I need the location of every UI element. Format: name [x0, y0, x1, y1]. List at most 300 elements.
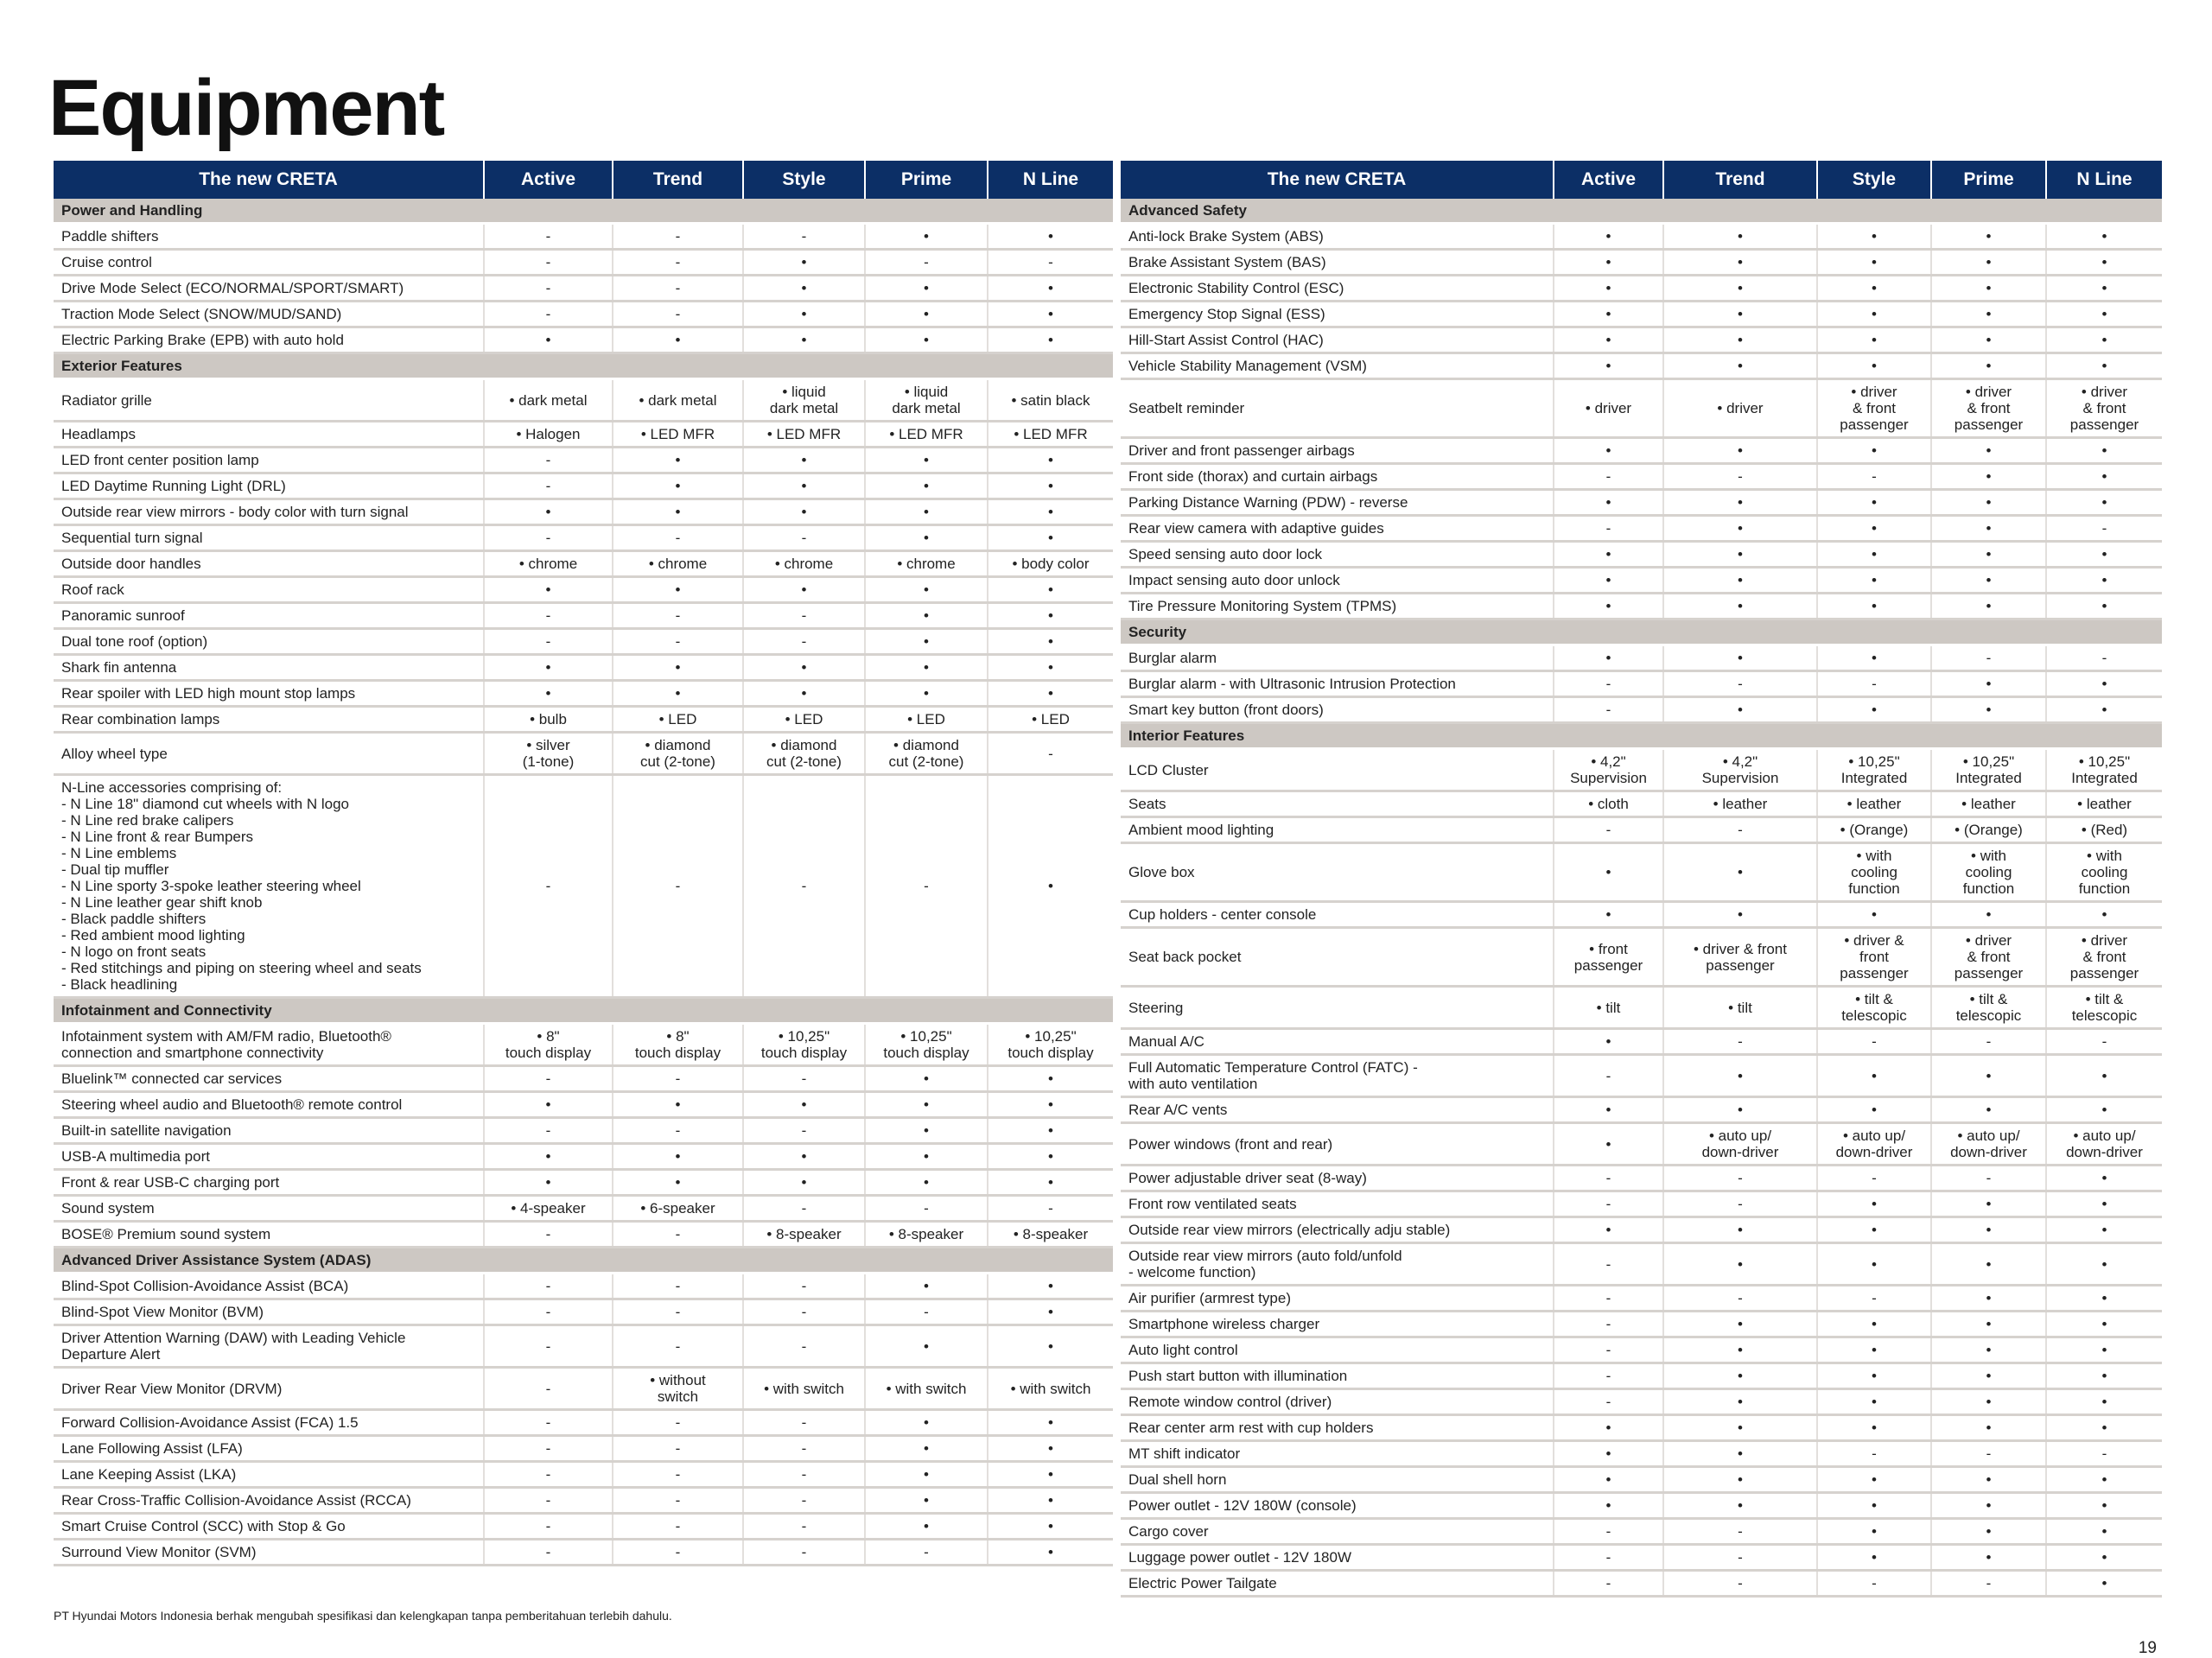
value-cell-prime: •	[865, 603, 988, 629]
value-cell-active: -	[484, 1368, 613, 1410]
value-cell-trend: -	[1663, 671, 1817, 697]
value-cell-n-line: •	[2046, 490, 2162, 516]
table-row	[1121, 276, 2162, 302]
value-cell-trend: -	[1663, 1571, 1817, 1597]
value-cell-trend: -	[613, 1462, 743, 1488]
value-cell-n-line: -	[988, 1196, 1113, 1222]
value-cell-prime: •	[1931, 1097, 2046, 1123]
value-cell-prime: -	[865, 250, 988, 276]
value-cell-prime: • driver & front passenger	[1931, 928, 2046, 987]
value-cell-trend: •	[613, 577, 743, 603]
value-cell-prime: •	[1931, 1217, 2046, 1243]
value-cell-prime: •	[1931, 594, 2046, 619]
value-cell-active: •	[1554, 843, 1663, 902]
value-cell-active: -	[1554, 1519, 1663, 1545]
table-row	[1121, 1467, 2162, 1493]
table-row	[1121, 697, 2162, 723]
table-row	[54, 448, 1113, 473]
value-cell-n-line: -	[2046, 516, 2162, 542]
value-cell-n-line: •	[988, 1325, 1113, 1368]
value-cell-active: •	[1554, 302, 1663, 327]
table-row	[54, 1325, 1113, 1368]
table-row	[54, 1514, 1113, 1540]
table-row	[1121, 749, 2162, 791]
feature-label: Front & rear USB-C charging port	[54, 1170, 484, 1196]
value-cell-active: • Halogen	[484, 422, 613, 448]
value-cell-trend: •	[1663, 843, 1817, 902]
value-cell-n-line: •	[988, 1488, 1113, 1514]
value-cell-n-line: •	[988, 276, 1113, 302]
value-cell-style: -	[743, 1299, 865, 1325]
value-cell-n-line: •	[2046, 1312, 2162, 1337]
feature-label: Outside door handles	[54, 551, 484, 577]
value-cell-style: •	[1817, 542, 1931, 568]
value-cell-prime: •	[1931, 1243, 2046, 1286]
value-cell-n-line: •	[988, 525, 1113, 551]
table-row	[54, 379, 1113, 422]
table-row	[54, 224, 1113, 250]
value-cell-style: -	[1817, 671, 1931, 697]
value-cell-n-line: •	[2046, 1363, 2162, 1389]
value-cell-n-line: •	[2046, 568, 2162, 594]
value-cell-active: -	[484, 1066, 613, 1092]
value-cell-n-line: •	[988, 1514, 1113, 1540]
value-cell-n-line: • driver & front passenger	[2046, 379, 2162, 438]
value-cell-active: •	[484, 655, 613, 681]
value-cell-style: •	[1817, 490, 1931, 516]
value-cell-style: •	[743, 681, 865, 707]
feature-label: Smart key button (front doors)	[1121, 697, 1554, 723]
value-cell-trend: •	[1663, 250, 1817, 276]
value-cell-trend: -	[613, 1325, 743, 1368]
value-cell-active: •	[1554, 594, 1663, 619]
value-cell-prime: •	[865, 302, 988, 327]
value-cell-active: •	[1554, 568, 1663, 594]
value-cell-active: •	[1554, 1415, 1663, 1441]
column-header-prime: Prime	[865, 161, 988, 199]
value-cell-trend: •	[1663, 302, 1817, 327]
value-cell-trend: -	[1663, 1519, 1817, 1545]
value-cell-n-line: •	[2046, 1415, 2162, 1441]
value-cell-style: •	[1817, 902, 1931, 928]
value-cell-prime: -	[865, 1196, 988, 1222]
table-row	[54, 302, 1113, 327]
value-cell-prime: •	[1931, 438, 2046, 464]
table-row	[54, 733, 1113, 775]
value-cell-trend: •	[1663, 1337, 1817, 1363]
table-row	[1121, 1389, 2162, 1415]
value-cell-n-line: •	[2046, 542, 2162, 568]
value-cell-trend: • diamond cut (2-tone)	[613, 733, 743, 775]
value-cell-active: •	[1554, 645, 1663, 671]
value-cell-n-line: • (Red)	[2046, 817, 2162, 843]
footnote: PT Hyundai Motors Indonesia berhak mengubah spesifikasi dan kelengkapan tanpa pemberitahuan terlebih dahulu.	[54, 1609, 672, 1623]
feature-label: Rear Cross-Traffic Collision-Avoidance Assist (RCCA)	[54, 1488, 484, 1514]
value-cell-prime: •	[1931, 1286, 2046, 1312]
value-cell-style: •	[1817, 594, 1931, 619]
value-cell-active: -	[484, 1540, 613, 1566]
value-cell-style: •	[1817, 697, 1931, 723]
value-cell-trend: -	[613, 629, 743, 655]
value-cell-prime: •	[865, 499, 988, 525]
feature-label: Radiator grille	[54, 379, 484, 422]
value-cell-prime: -	[1931, 645, 2046, 671]
value-cell-trend: •	[613, 1092, 743, 1118]
value-cell-trend: -	[613, 1488, 743, 1514]
value-cell-prime: •	[865, 1170, 988, 1196]
value-cell-n-line: •	[2046, 1166, 2162, 1191]
value-cell-active: -	[1554, 1363, 1663, 1389]
value-cell-style: •	[1817, 1191, 1931, 1217]
value-cell-active: • chrome	[484, 551, 613, 577]
value-cell-n-line: •	[2046, 327, 2162, 353]
value-cell-prime: •	[1931, 464, 2046, 490]
value-cell-trend: -	[1663, 1029, 1817, 1055]
value-cell-trend: •	[1663, 490, 1817, 516]
feature-label: Driver and front passenger airbags	[1121, 438, 1554, 464]
tables-row	[54, 161, 2162, 1598]
table-row	[54, 707, 1113, 733]
value-cell-active: •	[1554, 902, 1663, 928]
value-cell-n-line: •	[988, 1144, 1113, 1170]
table-row	[54, 1196, 1113, 1222]
value-cell-style: -	[743, 1540, 865, 1566]
value-cell-prime: •	[865, 224, 988, 250]
value-cell-prime: •	[865, 1410, 988, 1436]
value-cell-prime: •	[1931, 1312, 2046, 1337]
value-cell-n-line: •	[2046, 1493, 2162, 1519]
feature-label: Steering	[1121, 987, 1554, 1029]
value-cell-n-line: • with switch	[988, 1368, 1113, 1410]
table-row	[54, 525, 1113, 551]
value-cell-style: • 10,25" touch display	[743, 1024, 865, 1066]
section-row	[54, 199, 1113, 224]
table-row	[1121, 1286, 2162, 1312]
value-cell-active: -	[1554, 1312, 1663, 1337]
value-cell-active: • 8" touch display	[484, 1024, 613, 1066]
feature-label: Cup holders - center console	[1121, 902, 1554, 928]
value-cell-prime: •	[865, 1436, 988, 1462]
table-row	[1121, 902, 2162, 928]
value-cell-prime: •	[1931, 1363, 2046, 1389]
value-cell-style: -	[743, 1066, 865, 1092]
value-cell-style: •	[1817, 1363, 1931, 1389]
value-cell-active: -	[484, 603, 613, 629]
value-cell-n-line: •	[988, 448, 1113, 473]
value-cell-style: • with switch	[743, 1368, 865, 1410]
value-cell-trend: • auto up/ down-driver	[1663, 1123, 1817, 1166]
value-cell-trend: •	[1663, 1055, 1817, 1097]
table-row	[54, 1144, 1113, 1170]
table-row	[1121, 353, 2162, 379]
value-cell-prime: •	[865, 655, 988, 681]
value-cell-n-line: •	[2046, 224, 2162, 250]
value-cell-n-line: •	[2046, 1389, 2162, 1415]
value-cell-n-line: • auto up/ down-driver	[2046, 1123, 2162, 1166]
value-cell-style: •	[1817, 250, 1931, 276]
value-cell-style: -	[743, 629, 865, 655]
value-cell-trend: • tilt	[1663, 987, 1817, 1029]
value-cell-n-line: •	[2046, 1545, 2162, 1571]
table-row	[1121, 928, 2162, 987]
value-cell-style: -	[1817, 1441, 1931, 1467]
value-cell-prime: • LED	[865, 707, 988, 733]
value-cell-style: •	[743, 327, 865, 353]
value-cell-style: • driver & front passenger	[1817, 379, 1931, 438]
feature-label: Smartphone wireless charger	[1121, 1312, 1554, 1337]
value-cell-trend: • 8" touch display	[613, 1024, 743, 1066]
value-cell-active: -	[1554, 817, 1663, 843]
feature-label: Forward Collision-Avoidance Assist (FCA) 1.5	[54, 1410, 484, 1436]
value-cell-trend: • LED	[613, 707, 743, 733]
table-row	[54, 422, 1113, 448]
feature-label: Speed sensing auto door lock	[1121, 542, 1554, 568]
value-cell-n-line: • LED	[988, 707, 1113, 733]
value-cell-style: •	[1817, 276, 1931, 302]
value-cell-trend: •	[1663, 1097, 1817, 1123]
value-cell-style: • with cooling function	[1817, 843, 1931, 902]
column-header-trend: Trend	[613, 161, 743, 199]
value-cell-n-line: •	[2046, 671, 2162, 697]
feature-label: Sound system	[54, 1196, 484, 1222]
value-cell-trend: • driver & front passenger	[1663, 928, 1817, 987]
value-cell-style: -	[743, 224, 865, 250]
value-cell-n-line: •	[988, 629, 1113, 655]
value-cell-prime: -	[865, 1299, 988, 1325]
value-cell-prime: -	[1931, 1571, 2046, 1597]
value-cell-prime: •	[1931, 224, 2046, 250]
value-cell-active: •	[484, 327, 613, 353]
value-cell-active: -	[484, 775, 613, 998]
table-row	[1121, 224, 2162, 250]
value-cell-n-line: •	[988, 499, 1113, 525]
value-cell-style: •	[743, 250, 865, 276]
feature-label: Parking Distance Warning (PDW) - reverse	[1121, 490, 1554, 516]
value-cell-n-line: • satin black	[988, 379, 1113, 422]
value-cell-prime: •	[865, 1092, 988, 1118]
feature-label: Cargo cover	[1121, 1519, 1554, 1545]
value-cell-trend: -	[613, 1540, 743, 1566]
feature-label: Power adjustable driver seat (8-way)	[1121, 1166, 1554, 1191]
value-cell-trend: -	[613, 1436, 743, 1462]
value-cell-trend: •	[1663, 1441, 1817, 1467]
value-cell-prime: -	[1931, 1166, 2046, 1191]
feature-label: Drive Mode Select (ECO/NORMAL/SPORT/SMART)	[54, 276, 484, 302]
value-cell-style: •	[1817, 302, 1931, 327]
value-cell-trend: -	[1663, 1166, 1817, 1191]
table-row	[1121, 327, 2162, 353]
value-cell-active: -	[484, 1436, 613, 1462]
value-cell-active: • driver	[1554, 379, 1663, 438]
value-cell-active: •	[484, 681, 613, 707]
value-cell-active: -	[484, 525, 613, 551]
value-cell-prime: • with cooling function	[1931, 843, 2046, 902]
value-cell-n-line: • tilt & telescopic	[2046, 987, 2162, 1029]
value-cell-n-line: -	[2046, 1441, 2162, 1467]
value-cell-n-line: •	[988, 1436, 1113, 1462]
value-cell-n-line: •	[988, 1170, 1113, 1196]
feature-label: Air purifier (armrest type)	[1121, 1286, 1554, 1312]
value-cell-trend: •	[613, 327, 743, 353]
value-cell-n-line: • with cooling function	[2046, 843, 2162, 902]
value-cell-prime: •	[1931, 327, 2046, 353]
value-cell-style: •	[743, 448, 865, 473]
value-cell-n-line: •	[2046, 1571, 2162, 1597]
value-cell-active: -	[484, 1514, 613, 1540]
value-cell-active: • tilt	[1554, 987, 1663, 1029]
value-cell-trend: -	[613, 1274, 743, 1299]
value-cell-prime: •	[865, 448, 988, 473]
value-cell-trend: •	[1663, 516, 1817, 542]
section-title: Infotainment and Connectivity	[54, 998, 1113, 1024]
value-cell-prime: -	[865, 775, 988, 998]
page-number: 19	[2138, 1639, 2157, 1657]
feature-label: Electric Parking Brake (EPB) with auto hold	[54, 327, 484, 353]
feature-label: Anti-lock Brake System (ABS)	[1121, 224, 1554, 250]
value-cell-style: •	[1817, 353, 1931, 379]
feature-label: USB-A multimedia port	[54, 1144, 484, 1170]
value-cell-prime: -	[865, 1540, 988, 1566]
value-cell-prime: • 10,25" touch display	[865, 1024, 988, 1066]
value-cell-prime: •	[865, 327, 988, 353]
value-cell-active: -	[484, 250, 613, 276]
value-cell-style: -	[743, 1325, 865, 1368]
value-cell-n-line: •	[988, 302, 1113, 327]
value-cell-active: -	[1554, 516, 1663, 542]
value-cell-style: -	[743, 1488, 865, 1514]
table-row	[54, 1368, 1113, 1410]
value-cell-n-line: •	[2046, 464, 2162, 490]
value-cell-n-line: •	[988, 577, 1113, 603]
value-cell-active: •	[1554, 353, 1663, 379]
value-cell-trend: -	[1663, 464, 1817, 490]
table-row	[54, 1024, 1113, 1066]
value-cell-trend: •	[1663, 1312, 1817, 1337]
value-cell-trend: • 6-speaker	[613, 1196, 743, 1222]
feature-label: Emergency Stop Signal (ESS)	[1121, 302, 1554, 327]
value-cell-n-line: •	[988, 1274, 1113, 1299]
table-row	[54, 629, 1113, 655]
value-cell-n-line: •	[988, 1299, 1113, 1325]
table-row	[1121, 464, 2162, 490]
value-cell-style: •	[1817, 516, 1931, 542]
value-cell-trend: • 4,2" Supervision	[1663, 749, 1817, 791]
section-row	[1121, 199, 2162, 224]
value-cell-active: •	[484, 1144, 613, 1170]
feature-label: Power outlet - 12V 180W (console)	[1121, 1493, 1554, 1519]
value-cell-trend: -	[613, 525, 743, 551]
value-cell-n-line: -	[988, 733, 1113, 775]
value-cell-active: •	[1554, 542, 1663, 568]
value-cell-n-line: •	[988, 681, 1113, 707]
value-cell-trend: •	[613, 681, 743, 707]
value-cell-style: •	[1817, 1337, 1931, 1363]
value-cell-trend: -	[613, 1299, 743, 1325]
table-row	[54, 1092, 1113, 1118]
value-cell-prime: • 10,25" Integrated	[1931, 749, 2046, 791]
table-row	[1121, 1363, 2162, 1389]
table-row	[1121, 1441, 2162, 1467]
value-cell-prime: • (Orange)	[1931, 817, 2046, 843]
value-cell-trend: •	[613, 499, 743, 525]
value-cell-prime: • auto up/ down-driver	[1931, 1123, 2046, 1166]
value-cell-prime: •	[1931, 697, 2046, 723]
feature-label: Driver Rear View Monitor (DRVM)	[54, 1368, 484, 1410]
table-row	[1121, 1337, 2162, 1363]
value-cell-trend: -	[1663, 817, 1817, 843]
value-cell-trend: •	[613, 473, 743, 499]
equipment-table-right	[1121, 161, 2162, 1598]
value-cell-trend: •	[1663, 697, 1817, 723]
value-cell-trend: •	[1663, 1467, 1817, 1493]
column-header-model: The new CRETA	[1121, 161, 1554, 199]
value-cell-style: -	[743, 1462, 865, 1488]
value-cell-active: -	[484, 1118, 613, 1144]
value-cell-prime: -	[1931, 1029, 2046, 1055]
value-cell-style: -	[743, 1514, 865, 1540]
table-row	[54, 473, 1113, 499]
value-cell-style: •	[743, 1144, 865, 1170]
value-cell-trend: •	[1663, 327, 1817, 353]
feature-label: Impact sensing auto door unlock	[1121, 568, 1554, 594]
value-cell-prime: •	[865, 1514, 988, 1540]
value-cell-prime: • tilt & telescopic	[1931, 987, 2046, 1029]
value-cell-style: -	[743, 603, 865, 629]
value-cell-active: -	[484, 302, 613, 327]
feature-label: Dual tone roof (option)	[54, 629, 484, 655]
table-row	[54, 276, 1113, 302]
value-cell-n-line: •	[988, 1066, 1113, 1092]
value-cell-style: •	[1817, 1243, 1931, 1286]
value-cell-style: • chrome	[743, 551, 865, 577]
value-cell-active: •	[1554, 276, 1663, 302]
column-header-n-line: N Line	[2046, 161, 2162, 199]
feature-label: Rear view camera with adaptive guides	[1121, 516, 1554, 542]
value-cell-style: •	[1817, 568, 1931, 594]
feature-label: Paddle shifters	[54, 224, 484, 250]
feature-label: Seats	[1121, 791, 1554, 817]
value-cell-n-line: •	[988, 1410, 1113, 1436]
value-cell-active: • silver (1-tone)	[484, 733, 613, 775]
feature-label: Outside rear view mirrors (electrically adju stable)	[1121, 1217, 1554, 1243]
value-cell-prime: • 8-speaker	[865, 1222, 988, 1248]
value-cell-active: • front passenger	[1554, 928, 1663, 987]
value-cell-n-line: •	[2046, 1467, 2162, 1493]
value-cell-active: •	[1554, 490, 1663, 516]
value-cell-prime: •	[865, 1274, 988, 1299]
value-cell-n-line: •	[988, 1118, 1113, 1144]
value-cell-trend: • chrome	[613, 551, 743, 577]
feature-label: BOSE® Premium sound system	[54, 1222, 484, 1248]
feature-label: LED Daytime Running Light (DRL)	[54, 473, 484, 499]
value-cell-active: -	[1554, 1337, 1663, 1363]
value-cell-prime: •	[1931, 276, 2046, 302]
value-cell-trend: -	[613, 1118, 743, 1144]
column-header-style: Style	[1817, 161, 1931, 199]
table-row	[54, 499, 1113, 525]
value-cell-style: •	[1817, 645, 1931, 671]
value-cell-prime: •	[1931, 1389, 2046, 1415]
feature-label: Full Automatic Temperature Control (FATC) - with auto ventilation	[1121, 1055, 1554, 1097]
value-cell-prime: • liquid dark metal	[865, 379, 988, 422]
column-header-n-line: N Line	[988, 161, 1113, 199]
feature-label: Dual shell horn	[1121, 1467, 1554, 1493]
value-cell-active: -	[484, 224, 613, 250]
value-cell-style: •	[1817, 1055, 1931, 1097]
table-row	[1121, 671, 2162, 697]
value-cell-prime: •	[1931, 302, 2046, 327]
table-row	[54, 1222, 1113, 1248]
